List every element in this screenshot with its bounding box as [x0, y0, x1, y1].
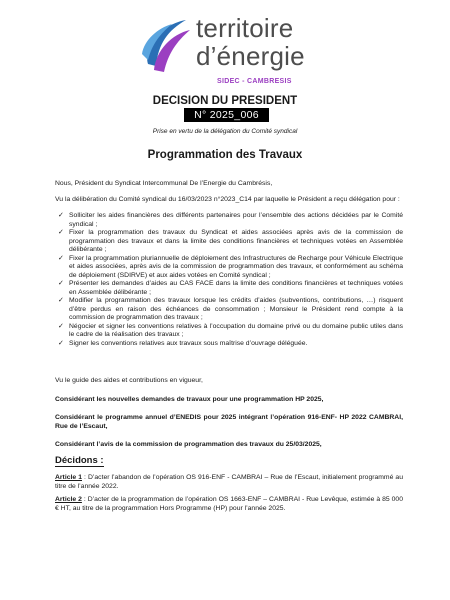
decision-reference: N° 2025_006 [184, 108, 269, 122]
list-item-text: Signer les conventions relatives aux travaux sous maîtrise d’ouvrage déléguée. [69, 339, 308, 347]
list-item-text: Solliciter les aides financières des différents partenaires pour l’ensemble des actions décidées par le Comité syndical ; [69, 212, 403, 228]
check-icon: ✓ [58, 229, 64, 236]
article-1-text: : D’acter l’abandon de l’opération OS 916-ENF - CAMBRAI – Rue de l’Escaut, initialement programmé au titre de l’année 2022. [55, 474, 403, 490]
list-item-text: Présenter les demandes d’aides au CAS FACE dans la limite des conditions financières et techniques votées en Assemblée délibérante ; [69, 280, 403, 296]
check-icon: ✓ [58, 254, 64, 262]
considerant-2: Considérant le programme annuel d’ENEDIS pour 2025 intégrant l’opération 916-ENF- HP 2022 CAMBRAI, Rue de l’Escaut, [55, 414, 403, 430]
list-item-text: Négocier et signer les conventions relatives à l’occupation du domaine privé ou du domaine public utiles dans le cadre de la réalisation des travaux ; [69, 322, 403, 338]
list-item [55, 297, 403, 323]
sidec-logo [138, 12, 338, 92]
document-title: DECISION DU PRESIDENT [152, 95, 298, 107]
nous-paragraph: Nous, Président du Syndicat Intercommunal De l’Energie du Cambrésis, [55, 180, 273, 187]
logo-text-energie: d’énergie [196, 41, 305, 71]
delegation-list [55, 212, 403, 348]
list-item [55, 229, 403, 255]
logo-text-territoire: territoire [196, 13, 294, 43]
article-2-text: : D’acter de la programmation de l’opération OS 1663-ENF – CAMBRAI - Rue Levêque, estimée à 85 000 € HT, au titre de la programmation Hors Programme (HP) pour l’année 2025. [55, 496, 403, 512]
list-item [55, 323, 403, 340]
check-icon: ✓ [58, 322, 64, 330]
list-item [55, 255, 403, 281]
article-2-label: Article 2 [55, 496, 82, 503]
list-item [55, 280, 403, 297]
logo-swirl-icon [138, 14, 193, 76]
list-item-text: Fixer la programmation pluriannuelle de déploiement des Infrastructures de Recharge pour Véhicule Electrique et aides associées, après avis de la commission de programmation des travaux, et conformément au schéma de déploiement (SDIRVE) et aux aides votées en Comité syndical ; [69, 254, 403, 279]
list-item-text: Modifier la programmation des travaux lorsque les crédits d’aides (subventions, contributions, …) risquent d’être perdus en raison des échéances de consommation ; Monsieur le Président rend compte à la commission de programmation des travaux ; [69, 297, 403, 321]
vu-deliberation-paragraph: Vu la délibération du Comité syndical du 16/03/2023 n°2023_C14 par laquelle le Président a reçu délégation pour : [55, 196, 400, 203]
list-item [55, 340, 403, 349]
check-icon: ✓ [58, 297, 64, 304]
article-2 [55, 496, 403, 513]
decidons-heading: Décidons : [55, 455, 104, 466]
section-heading: Programmation des Travaux [147, 149, 303, 161]
considerant-3: Considérant l’avis de la commission de programmation des travaux du 25/03/2025, [55, 441, 322, 448]
article-1 [55, 474, 403, 491]
vu-guide-paragraph: Vu le guide des aides et contributions en vigueur, [55, 377, 203, 384]
delegation-note: Prise en vertu de la délégation du Comité syndical [152, 128, 298, 135]
considerant-1: Considérant les nouvelles demandes de travaux pour une programmation HP 2025, [55, 396, 324, 403]
article-1-label: Article 1 [55, 474, 82, 481]
check-icon: ✓ [58, 339, 64, 347]
list-item-text: Fixer la programmation des travaux du Syndicat et aides associées après avis de la commission de programmation des travaux et dans la limite des conditions financières et techniques votées en Assemblée délibérante ; [69, 229, 403, 253]
check-icon: ✓ [58, 280, 64, 287]
logo-subtitle: SIDEC - CAMBRESIS [217, 78, 292, 85]
list-item [55, 212, 403, 229]
check-icon: ✓ [58, 212, 64, 219]
